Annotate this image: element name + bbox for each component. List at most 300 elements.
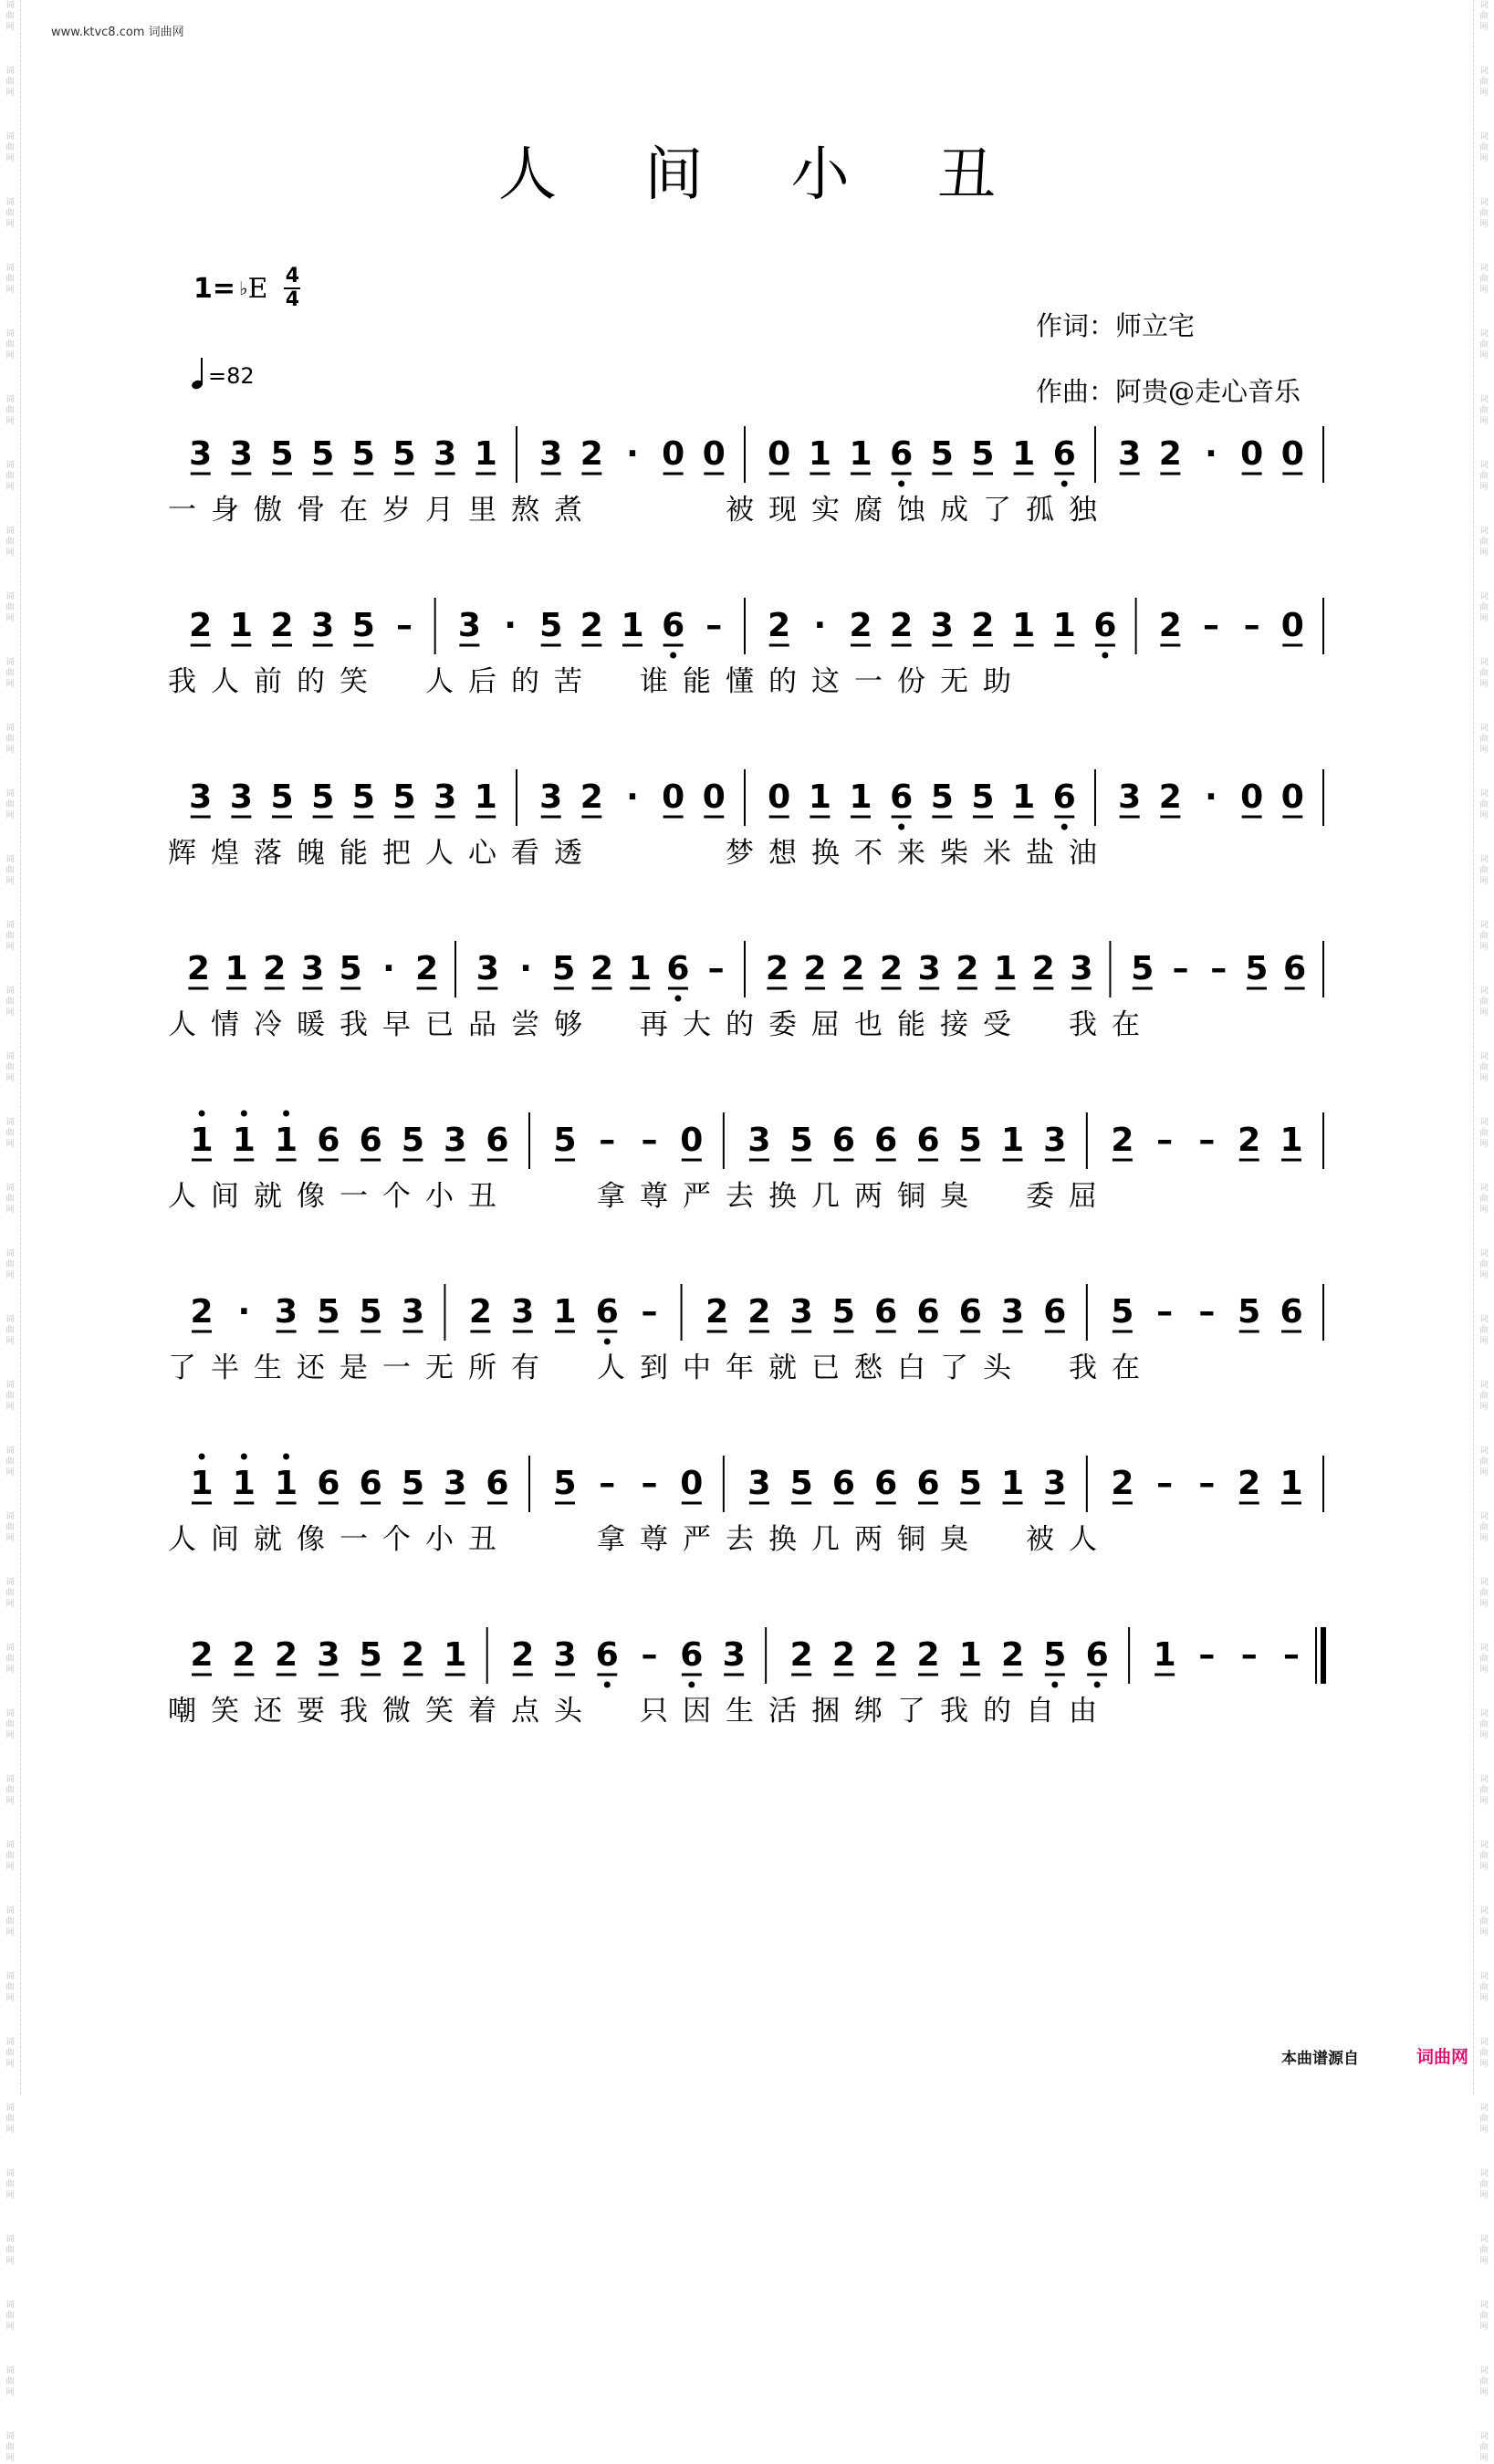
watermark-text: 词 曲 网 <box>5 1578 15 1609</box>
note: 6 <box>1052 778 1076 816</box>
note: – <box>1198 1636 1216 1674</box>
watermark-text: 词 曲 网 <box>5 1315 15 1346</box>
key-prefix: 1= <box>193 272 236 305</box>
note: 6 <box>662 607 685 644</box>
watermark-text: 词 曲 网 <box>1479 1775 1489 1806</box>
note: 6 <box>831 1122 855 1159</box>
watermark-text: 词 曲 网 <box>5 592 15 623</box>
note: 5 <box>359 1636 382 1674</box>
note: 2 <box>263 950 287 987</box>
note: 2 <box>874 1636 898 1674</box>
note: 2 <box>1158 435 1182 473</box>
note: 3 <box>229 778 253 816</box>
note: 2 <box>789 1636 813 1674</box>
note: 5 <box>392 778 416 816</box>
composer-credit: 作曲：阿贵@走心音乐 <box>1036 376 1301 407</box>
note: 3 <box>434 778 457 816</box>
note: 3 <box>1043 1122 1067 1159</box>
watermark-text: 词 曲 网 <box>5 1709 15 1740</box>
note: 6 <box>680 1636 704 1674</box>
note: · <box>504 607 517 644</box>
note: 2 <box>890 607 914 644</box>
note: 1 <box>444 1636 467 1674</box>
note: 3 <box>1118 435 1142 473</box>
note: – <box>705 607 723 644</box>
note: 5 <box>359 1293 382 1331</box>
note: 3 <box>747 1122 771 1159</box>
note: 2 <box>415 950 439 987</box>
note: 1 <box>958 1636 982 1674</box>
note: 6 <box>890 435 914 473</box>
note: 6 <box>874 1122 898 1159</box>
note: 1 <box>808 778 831 816</box>
low-octave-dot <box>1051 1682 1058 1688</box>
low-octave-dot <box>604 1339 611 1345</box>
note: 2 <box>1158 607 1182 644</box>
note: 6 <box>359 1122 382 1159</box>
note: – <box>641 1293 658 1331</box>
watermark-text: 词 曲 网 <box>1479 1972 1489 2003</box>
note: · <box>626 778 639 816</box>
low-octave-dot <box>688 1682 695 1688</box>
note: 6 <box>916 1122 940 1159</box>
note: 1 <box>628 950 652 987</box>
note: 1 <box>474 778 497 816</box>
note: – <box>707 950 725 987</box>
note: · <box>519 950 532 987</box>
note: · <box>382 950 395 987</box>
watermark-text: 词 曲 网 <box>1479 2169 1489 2200</box>
high-octave-dot <box>241 1111 247 1117</box>
note: 3 <box>1001 1293 1025 1331</box>
low-octave-dot <box>674 996 681 1002</box>
watermark-text: 词 曲 网 <box>1479 132 1489 163</box>
watermark-text: 词 曲 网 <box>5 2104 15 2135</box>
key-letter: E <box>247 272 268 305</box>
tempo-value: =82 <box>208 363 255 389</box>
watermark-text: 词 曲 网 <box>1479 987 1489 1018</box>
watermark-text: 词 曲 网 <box>1479 1512 1489 1543</box>
watermark-text: 词 曲 网 <box>5 1972 15 2003</box>
watermark-text: 词 曲 网 <box>1479 1709 1489 1740</box>
note: – <box>599 1465 616 1502</box>
note: 0 <box>680 1122 704 1159</box>
note: 6 <box>317 1122 340 1159</box>
note: 1 <box>1012 778 1036 816</box>
watermark-text: 词 曲 网 <box>1479 1841 1489 1872</box>
note: 0 <box>662 778 685 816</box>
note: – <box>1202 607 1219 644</box>
note: 2 <box>956 950 979 987</box>
watermark-text: 词 曲 网 <box>1479 1249 1489 1280</box>
note: – <box>641 1636 658 1674</box>
watermark-text: 词 曲 网 <box>1479 461 1489 492</box>
note: 1 <box>1001 1465 1025 1502</box>
watermark-text: 词 曲 网 <box>5 329 15 360</box>
watermark-text: 词 曲 网 <box>5 658 15 689</box>
watermark-text: 词 曲 网 <box>1479 789 1489 820</box>
note: 5 <box>351 435 375 473</box>
note: 1 <box>849 778 872 816</box>
note: 0 <box>680 1465 704 1502</box>
note: 1 <box>1153 1636 1176 1674</box>
note: 2 <box>841 950 865 987</box>
watermark-text: 词 曲 网 <box>5 1841 15 1872</box>
note: 2 <box>189 607 213 644</box>
note: 2 <box>232 1636 256 1674</box>
note: 3 <box>434 435 457 473</box>
note: 0 <box>1240 435 1264 473</box>
note: 1 <box>994 950 1018 987</box>
note: 6 <box>1085 1636 1109 1674</box>
note: 3 <box>229 435 253 473</box>
watermark-text: 词 曲 网 <box>5 921 15 952</box>
low-octave-dot <box>1102 653 1108 659</box>
note: – <box>1282 1636 1300 1674</box>
note: – <box>599 1122 616 1159</box>
note: 2 <box>190 1636 214 1674</box>
high-octave-dot <box>283 1454 289 1460</box>
note: 6 <box>831 1465 855 1502</box>
note: 6 <box>359 1465 382 1502</box>
note: 3 <box>789 1293 813 1331</box>
note: 3 <box>444 1465 467 1502</box>
note: 3 <box>539 435 563 473</box>
low-octave-dot <box>898 481 904 487</box>
note: 6 <box>1280 1293 1303 1331</box>
note: 2 <box>705 1293 729 1331</box>
note: 5 <box>1238 1293 1261 1331</box>
note: 3 <box>275 1293 298 1331</box>
watermark-text: 词 曲 网 <box>5 1 15 32</box>
watermark-text: 词 曲 网 <box>1479 2235 1489 2266</box>
lyric-line: 人间就像一个小丑 拿尊严去换几两铜臭 委屈 <box>168 1180 1112 1213</box>
watermark-text: 词 曲 网 <box>1479 527 1489 558</box>
note: 3 <box>722 1636 746 1674</box>
watermark-text: 词 曲 网 <box>5 789 15 820</box>
note: – <box>1156 1465 1174 1502</box>
note: – <box>1172 950 1189 987</box>
note: 5 <box>553 1465 577 1502</box>
note: 2 <box>747 1293 771 1331</box>
low-octave-dot <box>604 1682 611 1688</box>
note: 2 <box>270 607 294 644</box>
note: – <box>1240 1636 1258 1674</box>
note: 2 <box>275 1636 298 1674</box>
watermark-text: 词 曲 网 <box>5 67 15 98</box>
note: 5 <box>1131 950 1154 987</box>
watermark-text: 词 曲 网 <box>1479 198 1489 229</box>
lyric-line: 人情冷暖我早已品尝够 再大的委屈也能接受 我在 <box>168 1008 1154 1041</box>
note: 6 <box>1093 607 1117 644</box>
note: 0 <box>1280 778 1304 816</box>
note: 2 <box>186 950 210 987</box>
watermark-text: 词 曲 网 <box>1479 724 1489 755</box>
note: 5 <box>971 778 995 816</box>
watermark-text: 词 曲 网 <box>5 987 15 1018</box>
note: 3 <box>930 607 954 644</box>
note: 2 <box>1238 1465 1261 1502</box>
note: 5 <box>401 1122 424 1159</box>
note: 0 <box>1280 607 1304 644</box>
watermark-text: 词 曲 网 <box>5 132 15 163</box>
note: 1 <box>621 607 644 644</box>
low-octave-dot <box>1094 1682 1101 1688</box>
note: 3 <box>1070 950 1093 987</box>
note: 5 <box>270 778 294 816</box>
note: 2 <box>831 1636 855 1674</box>
watermark-text: 词 曲 网 <box>5 264 15 295</box>
note: – <box>1243 607 1260 644</box>
note: 2 <box>1031 950 1055 987</box>
watermark-text: 词 曲 网 <box>1479 1118 1489 1149</box>
note: – <box>395 607 413 644</box>
watermark-text: 词 曲 网 <box>5 1249 15 1280</box>
watermark-text: 词 曲 网 <box>1479 2038 1489 2069</box>
note: 5 <box>317 1293 340 1331</box>
note: · <box>1205 435 1217 473</box>
song-title: 人 间 小 丑 <box>497 141 1031 209</box>
note: 3 <box>1043 1465 1067 1502</box>
lyric-line: 了半生还是一无所有 人到中年就已愁白了头 我在 <box>168 1352 1154 1384</box>
note: 0 <box>768 435 791 473</box>
note: 5 <box>401 1465 424 1502</box>
note: 1 <box>190 1465 214 1502</box>
watermark-text: 词 曲 网 <box>5 461 15 492</box>
watermark-text: 词 曲 网 <box>5 1184 15 1215</box>
note: 2 <box>1111 1122 1134 1159</box>
watermark-text: 词 曲 网 <box>5 2301 15 2332</box>
note: 1 <box>474 435 497 473</box>
note: 6 <box>1043 1293 1067 1331</box>
note: 5 <box>351 607 375 644</box>
note: 6 <box>890 778 914 816</box>
note: 1 <box>190 1122 214 1159</box>
note: 5 <box>930 778 954 816</box>
note: 3 <box>317 1636 340 1674</box>
note: 5 <box>971 435 995 473</box>
watermark-text: 词 曲 网 <box>1479 2432 1489 2463</box>
note: 2 <box>803 950 827 987</box>
note: 3 <box>1118 778 1142 816</box>
watermark-text: 词 曲 网 <box>1479 1 1489 32</box>
watermark-text: 词 曲 网 <box>5 2038 15 2069</box>
note: 3 <box>747 1465 771 1502</box>
lyric-line: 嘲笑还要我微笑着点头 只因生活捆绑了我的自由 <box>168 1695 1112 1728</box>
note: 2 <box>401 1636 424 1674</box>
note: 5 <box>789 1465 813 1502</box>
watermark-text: 词 曲 网 <box>1479 658 1489 689</box>
lyric-line: 人间就像一个小丑 拿尊严去换几两铜臭 被人 <box>168 1523 1112 1556</box>
note: 3 <box>511 1293 535 1331</box>
watermark-text: 词 曲 网 <box>1479 395 1489 426</box>
high-octave-dot <box>199 1454 205 1460</box>
note: 1 <box>1001 1122 1025 1159</box>
watermark-text: 词 曲 网 <box>5 1052 15 1083</box>
note: 1 <box>229 607 253 644</box>
note: 6 <box>486 1465 509 1502</box>
note: 2 <box>580 778 603 816</box>
note: 5 <box>351 778 375 816</box>
note: · <box>237 1293 251 1331</box>
note: – <box>1198 1293 1216 1331</box>
low-octave-dot <box>1061 824 1068 830</box>
note: 2 <box>590 950 614 987</box>
watermark-text: 词 曲 网 <box>1479 1446 1489 1477</box>
note: 2 <box>765 950 789 987</box>
watermark-text: 词 曲 网 <box>1479 2366 1489 2397</box>
note: 5 <box>553 1122 577 1159</box>
note: 3 <box>917 950 941 987</box>
watermark-text: 词 曲 网 <box>1479 1052 1489 1083</box>
note: 6 <box>1052 435 1076 473</box>
note: 0 <box>662 435 685 473</box>
watermark-text: 词 曲 网 <box>5 198 15 229</box>
watermark-text: 词 曲 网 <box>1479 1315 1489 1346</box>
low-octave-dot <box>1061 481 1068 487</box>
watermark-text: 词 曲 网 <box>1479 921 1489 952</box>
note: – <box>641 1465 658 1502</box>
lyric-line: 辉煌落魄能把人心看透 梦想换不来柴米盐油 <box>168 837 1112 870</box>
note: 2 <box>468 1293 492 1331</box>
note: 1 <box>275 1465 298 1502</box>
note: 1 <box>232 1465 256 1502</box>
note: 5 <box>270 435 294 473</box>
watermark-text: 词 曲 网 <box>1479 67 1489 98</box>
note: 2 <box>879 950 904 987</box>
lyric-line: 我人前的笑 人后的苦 谁能懂的这一份无助 <box>168 665 1026 698</box>
note: 0 <box>702 435 726 473</box>
note: 6 <box>874 1293 898 1331</box>
watermark-text: 词 曲 网 <box>5 2432 15 2463</box>
watermark-text: 词 曲 网 <box>5 2366 15 2397</box>
note: 2 <box>580 435 603 473</box>
footer-site-logo[interactable]: 词曲网 <box>1416 2047 1469 2067</box>
lyric-line: 一身傲骨在岁月里熬煮 被现实腐蚀成了孤独 <box>168 494 1112 527</box>
note: – <box>1156 1293 1174 1331</box>
note: 2 <box>1001 1636 1025 1674</box>
note: 2 <box>768 607 791 644</box>
note: 1 <box>1012 435 1036 473</box>
note: 5 <box>789 1122 813 1159</box>
watermark-text: 词 曲 网 <box>1479 1381 1489 1412</box>
note: 2 <box>1158 778 1182 816</box>
note: 3 <box>311 607 335 644</box>
note: 6 <box>1283 950 1307 987</box>
note: 5 <box>958 1465 982 1502</box>
watermark-text: 词 曲 网 <box>1479 2104 1489 2135</box>
watermark-text: 词 曲 网 <box>5 1906 15 1937</box>
note: 5 <box>339 950 362 987</box>
site-url[interactable]: www.ktvc8.com 词曲网 <box>51 26 184 39</box>
note: 1 <box>225 950 248 987</box>
watermark-text: 词 曲 网 <box>1479 264 1489 295</box>
note: – <box>1210 950 1228 987</box>
watermark-text: 词 曲 网 <box>5 1775 15 1806</box>
note: 5 <box>539 607 563 644</box>
note: 3 <box>401 1293 424 1331</box>
note: 6 <box>595 1293 619 1331</box>
note: 5 <box>552 950 576 987</box>
watermark-text: 词 曲 网 <box>5 395 15 426</box>
watermark-text: 词 曲 网 <box>1479 592 1489 623</box>
watermark-text: 词 曲 网 <box>1479 1578 1489 1609</box>
note: 2 <box>580 607 603 644</box>
note: 1 <box>1280 1465 1303 1502</box>
note: 2 <box>916 1636 940 1674</box>
high-octave-dot <box>283 1111 289 1117</box>
note: 6 <box>595 1636 619 1674</box>
note: 0 <box>1280 435 1304 473</box>
watermark-text: 词 曲 网 <box>1479 329 1489 360</box>
note: 6 <box>916 1465 940 1502</box>
note: 1 <box>1280 1122 1303 1159</box>
time-signature-bottom: 4 <box>285 288 300 311</box>
watermark-text: 词 曲 网 <box>5 2169 15 2200</box>
flat-sign: ♭ <box>239 277 248 299</box>
note: 2 <box>1111 1465 1134 1502</box>
note: 2 <box>511 1636 535 1674</box>
note: 5 <box>930 435 954 473</box>
note: 1 <box>275 1122 298 1159</box>
note: 1 <box>808 435 831 473</box>
watermark-text: 词 曲 网 <box>1479 1906 1489 1937</box>
note: 0 <box>702 778 726 816</box>
watermark-text: 词 曲 网 <box>5 724 15 755</box>
note: 3 <box>189 435 213 473</box>
note: 6 <box>486 1122 509 1159</box>
note: 3 <box>444 1122 467 1159</box>
note: 6 <box>958 1293 982 1331</box>
note: 3 <box>539 778 563 816</box>
watermark-text: 词 曲 网 <box>1479 1184 1489 1215</box>
low-octave-dot <box>670 653 676 659</box>
note: – <box>1198 1122 1216 1159</box>
high-octave-dot <box>199 1111 205 1117</box>
note: – <box>1198 1465 1216 1502</box>
note: · <box>813 607 827 644</box>
note: 6 <box>317 1465 340 1502</box>
note: 0 <box>1240 778 1264 816</box>
note: · <box>1205 778 1217 816</box>
note: 3 <box>457 607 481 644</box>
high-octave-dot <box>241 1454 247 1460</box>
note: 5 <box>1245 950 1269 987</box>
note: 3 <box>475 950 499 987</box>
note: 1 <box>849 435 872 473</box>
note: 2 <box>1238 1122 1261 1159</box>
note: – <box>641 1122 658 1159</box>
note: 3 <box>300 950 325 987</box>
note: 1 <box>232 1122 256 1159</box>
lyricist-credit: 作词：师立宅 <box>1036 310 1196 341</box>
note: – <box>1156 1122 1174 1159</box>
note: 3 <box>189 778 213 816</box>
watermark-text: 词 曲 网 <box>1479 1644 1489 1675</box>
footer-source-label: 本曲谱源自 <box>1281 2050 1359 2068</box>
watermark-text: 词 曲 网 <box>5 2235 15 2266</box>
note: 5 <box>392 435 416 473</box>
watermark-text: 词 曲 网 <box>1479 855 1489 886</box>
note: 5 <box>311 778 335 816</box>
watermark-text: 词 曲 网 <box>5 1381 15 1412</box>
note: 2 <box>971 607 995 644</box>
note: 5 <box>831 1293 855 1331</box>
note: 1 <box>1012 607 1036 644</box>
note: 6 <box>916 1293 940 1331</box>
low-octave-dot <box>898 824 904 830</box>
note: 1 <box>553 1293 577 1331</box>
